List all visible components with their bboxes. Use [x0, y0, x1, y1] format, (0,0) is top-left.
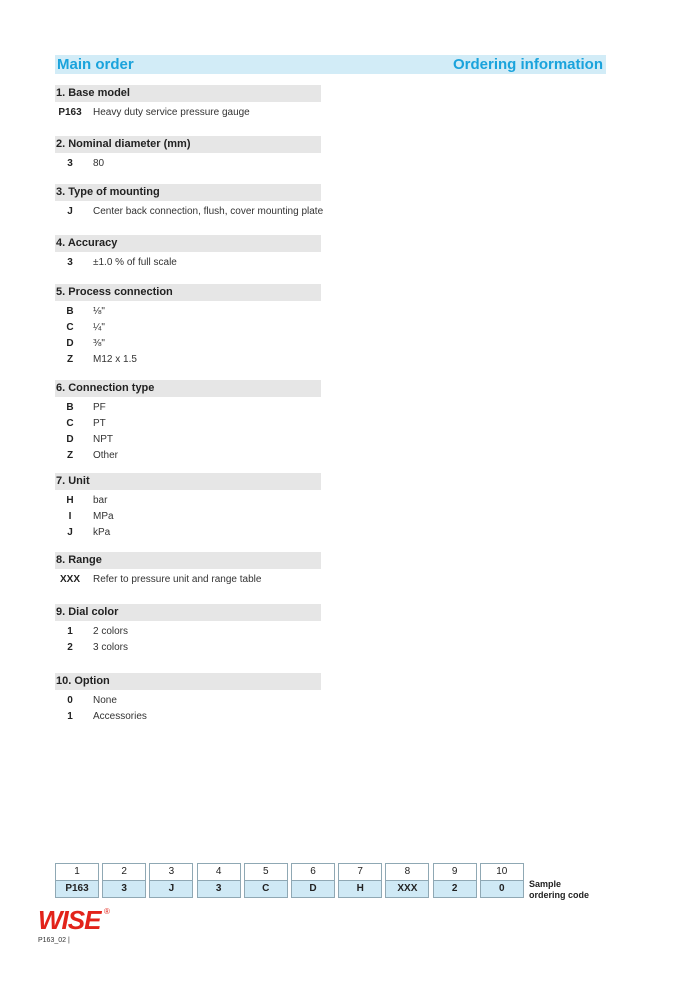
sample-cell-value: C [244, 880, 288, 898]
option-description: kPa [93, 527, 111, 538]
section-8 [55, 552, 321, 588]
sample-cell-8 [385, 863, 429, 898]
option-description: ⅛" [93, 306, 105, 317]
sample-cell-2 [102, 863, 146, 898]
option-row [55, 336, 321, 352]
section-title: 3. Type of mounting [55, 184, 321, 201]
sample-cell-number: 6 [291, 863, 335, 880]
option-row [55, 400, 321, 416]
option-description: M12 x 1.5 [93, 354, 137, 365]
svg-text:®: ® [104, 907, 110, 916]
sample-cell-7 [338, 863, 382, 898]
option-description: PT [93, 418, 106, 429]
option-code: 3 [67, 158, 73, 169]
section-title: 2. Nominal diameter (mm) [55, 136, 321, 153]
section-7 [55, 473, 321, 541]
option-description: Heavy duty service pressure gauge [93, 107, 250, 118]
ordering-information-title: Ordering information [453, 56, 603, 73]
option-row [55, 416, 321, 432]
option-code: 3 [67, 257, 73, 268]
option-code: B [66, 402, 74, 413]
sample-cell-number: 1 [55, 863, 99, 880]
option-description: Other [93, 450, 119, 461]
sample-cell-number: 9 [433, 863, 477, 880]
option-row [55, 432, 321, 448]
option-code: I [68, 511, 72, 522]
option-description: Refer to pressure unit and range table [93, 574, 262, 585]
option-description: 2 colors [93, 626, 129, 637]
section-2 [55, 136, 321, 172]
section-title: 1. Base model [55, 85, 321, 102]
option-code: D [66, 434, 74, 445]
sample-cell-3 [149, 863, 193, 898]
option-code: H [66, 495, 74, 506]
option-code: C [66, 418, 74, 429]
sample-label-line2: ordering code [529, 890, 590, 900]
section-1 [55, 85, 321, 121]
option-row [55, 624, 321, 640]
option-description: ¼" [93, 322, 105, 333]
section-title: 4. Accuracy [55, 235, 321, 252]
wise-logo [38, 905, 118, 933]
sample-cell-number: 7 [338, 863, 382, 880]
header-bar [55, 55, 606, 74]
option-code: C [66, 322, 74, 333]
option-code: D [66, 338, 74, 349]
option-code: 2 [67, 642, 73, 653]
option-description: NPT [93, 434, 113, 445]
option-code: 1 [67, 626, 73, 637]
option-code: J [67, 527, 73, 538]
sample-cell-number: 5 [244, 863, 288, 880]
sample-cell-value: 0 [480, 880, 524, 898]
option-description: 80 [93, 158, 105, 169]
section-title: 7. Unit [55, 473, 321, 490]
option-row [55, 156, 321, 172]
sample-cell-10 [480, 863, 524, 898]
section-3 [55, 184, 324, 220]
option-code: XXX [59, 574, 80, 585]
section-title: 8. Range [55, 552, 321, 569]
option-row [55, 640, 321, 656]
section-6 [55, 380, 321, 464]
sample-label [529, 879, 609, 901]
sample-cell-number: 8 [385, 863, 429, 880]
option-row [55, 204, 324, 220]
option-row [55, 448, 321, 464]
sample-cell-value: 3 [102, 880, 146, 898]
section-title: 5. Process connection [55, 284, 321, 301]
option-row [55, 320, 321, 336]
sample-cell-value: 2 [433, 880, 477, 898]
option-description: 3 colors [93, 642, 129, 653]
option-row [55, 304, 321, 320]
option-description: Center back connection, flush, cover mounting plate [93, 206, 324, 217]
main-order-title: Main order [57, 56, 134, 73]
option-row [55, 709, 321, 725]
sample-cell-number: 10 [480, 863, 524, 880]
option-description: ±1.0 % of full scale [93, 257, 177, 268]
option-row [55, 105, 321, 121]
svg-text:WISE: WISE [38, 905, 101, 933]
sample-cell-number: 4 [197, 863, 241, 880]
option-code: 1 [67, 711, 73, 722]
sample-cell-5 [244, 863, 288, 898]
option-code: B [66, 306, 74, 317]
option-code: P163 [58, 107, 82, 118]
sample-cell-number: 2 [102, 863, 146, 880]
footer-page-code: P163_02 | [38, 937, 70, 944]
option-row [55, 572, 321, 588]
sample-cell-value: 3 [197, 880, 241, 898]
option-code: Z [66, 354, 74, 365]
section-title: 6. Connection type [55, 380, 321, 397]
option-description: ⅜" [93, 338, 105, 349]
sample-cell-6 [291, 863, 335, 898]
option-row [55, 693, 321, 709]
sample-cell-9 [433, 863, 477, 898]
option-code: J [67, 206, 73, 217]
option-description: bar [93, 495, 108, 506]
sample-cell-value: XXX [385, 880, 429, 898]
option-code: 0 [67, 695, 73, 706]
option-description: Accessories [93, 711, 147, 722]
option-row [55, 525, 321, 541]
option-code: Z [66, 450, 74, 461]
section-title: 10. Option [55, 673, 321, 690]
option-description: MPa [93, 511, 114, 522]
sample-cell-value: H [338, 880, 382, 898]
section-title: 9. Dial color [55, 604, 321, 621]
sample-label-line1: Sample [529, 879, 562, 889]
sample-cell-4 [197, 863, 241, 898]
sample-cell-value: J [149, 880, 193, 898]
option-description: None [93, 695, 117, 706]
sample-cell-1 [55, 863, 99, 898]
sample-cell-value: D [291, 880, 335, 898]
section-9 [55, 604, 321, 656]
section-5 [55, 284, 321, 368]
sample-cell-number: 3 [149, 863, 193, 880]
sample-cell-value: P163 [55, 880, 99, 898]
option-row [55, 352, 321, 368]
option-row [55, 509, 321, 525]
section-4 [55, 235, 321, 271]
section-10 [55, 673, 321, 725]
option-row [55, 255, 321, 271]
option-row [55, 493, 321, 509]
option-description: PF [93, 402, 106, 413]
